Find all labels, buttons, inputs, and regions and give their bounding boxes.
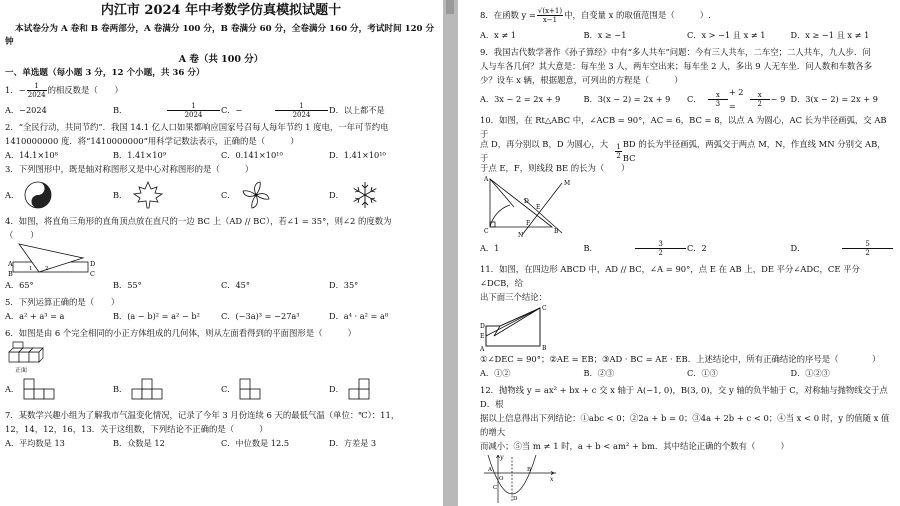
q10-label-f: F [526,220,531,227]
q4-options [5,278,437,292]
q10-options [480,237,894,259]
q6-cubes-figure [5,340,65,374]
question-10: 10．如图，在 Rt△ABC 中，∠ACB = 90°，AC = 6，BC = 8，以点 A 为圆心，AC 长为半径画弧，交 AB 于 [480,115,887,139]
q1-prefix: 1．− [5,85,26,95]
q8-option-d: D．x ≥ −1 且 x ≠ 1 [790,30,870,40]
section-a-heading: A 卷（共 100 分） [178,54,264,65]
q10-d-num: 5 [842,240,893,249]
yin-yang-figure [23,180,53,210]
scroll-thumb[interactable] [446,0,454,14]
q12-label-a: A [488,467,492,473]
q12-label-x: x [550,476,554,483]
q9-options [480,87,894,111]
q9-option-c-frac1 [708,91,728,108]
q9-option-c-label: C． [687,94,702,104]
q10-label-d: D [524,198,529,205]
q4-label-d: D [90,260,96,268]
q6-option-a-shape [23,378,55,400]
question-2-cont: 1410000000 度．将“1410000000”用科学记数法表示，正确的是（ ） [5,136,299,146]
q1-option-b-den: 2024 [184,110,203,119]
question-7: 7．某数学兴趣小组为了解我市气温变化情况，记录了今年 3 月份连续 6 天的最低气温（单位：℃）：11， [5,410,400,420]
q10-line2-suffix: BD 的长为半径画弧，两弧交于两点 M，N，作直线 MN 分别交 AB，BC [622,139,886,163]
q1-option-c-frac [275,102,328,119]
q3-option-a [5,180,113,210]
q10-label-m: M [564,180,571,187]
q6-option-c-shape [239,378,263,400]
q9-c-suffix: − 9 [770,94,786,104]
q1-option-c-num: 1 [275,102,328,111]
q1-option-c-den: 2024 [292,110,311,119]
question-7-cont: 12，14，12，16，13．关于这组数，下列结论不正确的是（ ） [5,424,268,434]
exam-page-left [0,0,443,506]
q9-option-c-frac2 [750,91,770,108]
q9-option-a: A．3x − 2 = 2x + 9 [480,94,561,104]
q6-option-a [5,378,113,400]
q3-option-c [221,180,329,210]
q12-label-y: y [500,454,504,461]
q1-option-b [113,102,221,119]
q11-options [480,366,894,380]
q10-option-b [584,240,688,257]
question-4: 4．如图，将直角三角形的直角顶点放在直尺的一边 BC 上（AD // BC），若∠1 = 35°，则∠2 的度数为 [5,216,392,226]
q6-option-a-label: A． [5,383,20,394]
q4-label-c: C [90,270,95,278]
question-10-cont2: 于点 E，F，则线段 BE 的长为（ ） [480,163,630,173]
q6-figure-options [5,376,437,402]
q1-frac-num: 1 [27,82,47,91]
q6-option-d-label: D． [329,383,344,394]
question-12-cont: 据以上信息得出下列结论：①abc < 0；②2a + b = 0；③4a + 2b + c < 0；④当 x < 0 时，y 的值随 x 值的增大 [480,413,890,437]
q1-option-b-frac [167,102,220,119]
q10-d-den: 2 [865,248,870,257]
q7-option-b: B．众数是 12 [113,438,165,448]
q1-option-b-label: B． [113,105,128,115]
q1-option-b-num: 1 [167,102,220,111]
q2-option-a: A．14.1×10⁸ [5,150,58,160]
q10-label-e: E [536,204,541,211]
q3-option-d-label: D． [329,189,344,200]
q11-option-c: C．①③ [687,368,718,378]
q4-ruler-triangle-figure [5,242,105,278]
q11-label-b: B [542,345,547,352]
q7-option-c: C．中位数是 12.5 [221,438,290,448]
q10-b-den: 2 [658,248,663,257]
q11-option-d: D．①②③ [790,368,830,378]
q10-option-b-frac [635,240,686,257]
q9-c-den2: 2 [757,99,762,108]
q11-label-e: E [480,333,485,340]
q6-option-b-shape [131,378,163,400]
q11-label-c: C [542,305,547,312]
q2-option-b: B．1.41×10⁹ [113,150,166,160]
q6-option-d [329,378,437,400]
q3-option-d [329,180,437,210]
q8-prefix: 8．在函数 y = [480,10,536,20]
q1-frac-den: 2024 [27,90,46,99]
q9-option-c [687,85,791,113]
q4-label-b: B [8,270,13,278]
question-6: 6．如图是由 6 个完全相同的小正方体组成的几何体，则从左面看得到的平面图形是（ ） [5,328,356,338]
exam-instructions: 本试卷分为 A 卷和 B 卷两部分，A 卷满分 100 分，B 卷满分 60 分，全卷满分 160 分，考试时间 120 分 [15,24,435,34]
q5-option-b: B．(a − b)² = a² − b² [113,311,200,321]
q4-option-c: C．45° [221,280,250,290]
q10-half-den: 2 [616,151,621,160]
part-one-heading: 一、单选题（每小题 3 分，12 个小题，共 36 分） [5,68,205,78]
q9-c-den1: 3 [715,99,721,108]
q4-label-a: A [8,260,13,268]
question-10-cont [480,141,894,161]
q2-options [5,148,437,162]
q6-option-b-label: B． [113,383,128,394]
q1-options [5,100,437,120]
q10-half-fraction [615,143,621,160]
question-9-cont2: 少？设车 x 辆，根据题意，可列出的方程是（ ） [480,75,683,85]
exam-instructions-cont: 钟 [5,37,14,47]
page-gap-scroll-track[interactable] [443,0,458,506]
q4-option-a: A．65° [5,280,34,290]
q11-option-b: B．②③ [583,368,615,378]
exam-title: 内江市 2024 年中考数学仿真模拟试题十 [100,3,342,18]
q7-option-d: D．方差是 3 [329,438,377,448]
q10-line2-prefix: 点 D，再分别以 B，D 为圆心，大于 [480,139,609,163]
q3-option-b [113,180,221,210]
q10-label-a: A [484,176,489,183]
q8-option-c: C．x > −1 且 x ≠ 1 [687,30,766,40]
q11-label-d: D [480,323,485,330]
q3-figure-options [5,178,437,212]
maple-leaf-figure [131,180,165,210]
q1-fraction [27,82,47,99]
question-11-cont: 出下面三个结论： [480,292,547,302]
question-8 [480,4,894,26]
question-4-cont: （ ） [5,230,39,240]
q11-label-a: A [480,346,485,352]
q7-options [5,436,437,450]
q4-label-angle1: 1 [29,266,33,272]
q8-fraction [537,7,563,24]
q10-label-c: C [484,228,489,235]
q10-half-num: 1 [616,142,621,151]
q2-option-d: D．1.41×10¹⁰ [329,150,386,160]
q8-frac-den: x−1 [542,15,558,24]
q10-b-num: 3 [635,240,686,249]
q9-option-d: D．3(x − 2) = 2x + 9 [790,94,878,104]
question-9-cont: 人与车各几何？其大意是：每车坐 3 人，两车空出来；每车坐 2 人，多出 9 人无车坐．问人数和车数各多 [480,61,873,71]
q5-options [5,309,437,323]
q1-option-c-label: C．− [221,105,243,115]
snowflake-figure [348,180,382,210]
q6-option-c [221,378,329,400]
q3-option-c-label: C． [221,189,236,200]
q6-option-b [113,378,221,400]
q1-option-a: A．−2024 [5,105,47,115]
question-2: 2．“全民行动，共同节约”．我国 14.1 亿人口如果都响应国家号召每人每年节约 1 度电，一年可节约电 [5,122,389,132]
q10-option-d-label: D． [790,243,806,253]
q11-quadrilateral-figure [480,304,560,352]
question-1 [5,80,437,100]
q10-option-c: C．2 [687,243,707,253]
q10-option-b-label: B． [583,243,598,253]
q4-option-d: D．35° [329,280,359,290]
q3-option-b-label: B． [113,189,128,200]
q7-option-a: A．平均数是 13 [5,438,65,448]
q10-triangle-figure [480,175,580,237]
q5-option-a: A．a² + a³ = a [5,311,65,321]
pinwheel-flower-figure [239,180,273,210]
q12-label-d: D [513,496,518,502]
q10-option-d [791,240,895,257]
question-9: 9．我国古代数学著作《孙子算经》中有“多人共车”问题：今有三人共车，二车空；二人共车，九人步．问 [480,47,871,57]
question-12-cont2: 而减小；⑤当 m ≠ 1 时，a + b < am² + bm．其中结论正确的个数有（ ） [480,441,789,451]
q11-option-a: A．①② [480,368,511,378]
q8-option-a: A．x ≠ 1 [480,30,516,40]
q12-label-o: O [499,476,504,482]
question-3: 3．下列图形中，既是轴对称图形又是中心对称图形的是（ ） [5,164,254,174]
q12-parabola-figure [480,453,560,505]
q10-label-b: B [554,228,559,235]
q12-label-c: C [493,485,498,491]
q9-option-b: B．3(x − 2) = 2x + 9 [583,94,671,104]
q8-frac-num: √(x+1) [537,6,563,15]
question-11-conclusions: ①∠DEC = 90°；②AE = EB；③AD · BC = AE · EB．上述结论中，所有正确结论的序号是（ ） [480,354,881,364]
q5-option-c: C．(−3a)³ = −27a³ [221,311,300,321]
q8-option-b: B．x ≥ −1 [583,30,627,40]
q3-option-a-label: A． [5,189,20,200]
q8-options [480,28,894,42]
q5-option-d: D．a⁴ · a² = a⁸ [329,311,389,321]
question-11: 11．如图，在四边形 ABCD 中，AD // BC，∠A = 90°，点 E 在 AB 上，DE 平分∠ADC，CE 平分∠DCB，给 [480,264,860,288]
q9-c-middle: + 2 = [728,87,744,111]
q4-label-angle2: 2 [45,266,49,272]
q8-suffix: 中，自变量 x 的取值范围是（ ）. [564,10,711,20]
q1-option-d: D．以上都不是 [329,105,385,115]
q9-c-num1: x [708,91,728,100]
question-12: 12．抛物线 y = ax² + bx + c 交 x 轴于 A(−1, 0)，B(3, 0)，交 y 轴的负半轴于 C，对称轴与抛物线交于点 D．根 [480,385,888,409]
q9-c-num2: x [750,91,770,100]
exam-page-right [458,0,900,506]
q6-option-d-shape [348,378,372,400]
q10-label-n: N [518,232,524,237]
q2-option-c: C．0.141×10¹⁰ [221,150,283,160]
question-5: 5．下列运算正确的是（ ） [5,297,120,307]
q4-option-b: B．55° [113,280,142,290]
q6-option-c-label: C． [221,383,236,394]
q1-option-c [221,102,329,119]
q6-front-label: 正面 [15,367,28,374]
q10-option-a: A．1 [480,243,500,253]
q12-label-b: B [527,467,532,473]
q1-suffix: 的相反数是（ ） [47,85,123,95]
q10-option-d-frac [842,240,893,257]
